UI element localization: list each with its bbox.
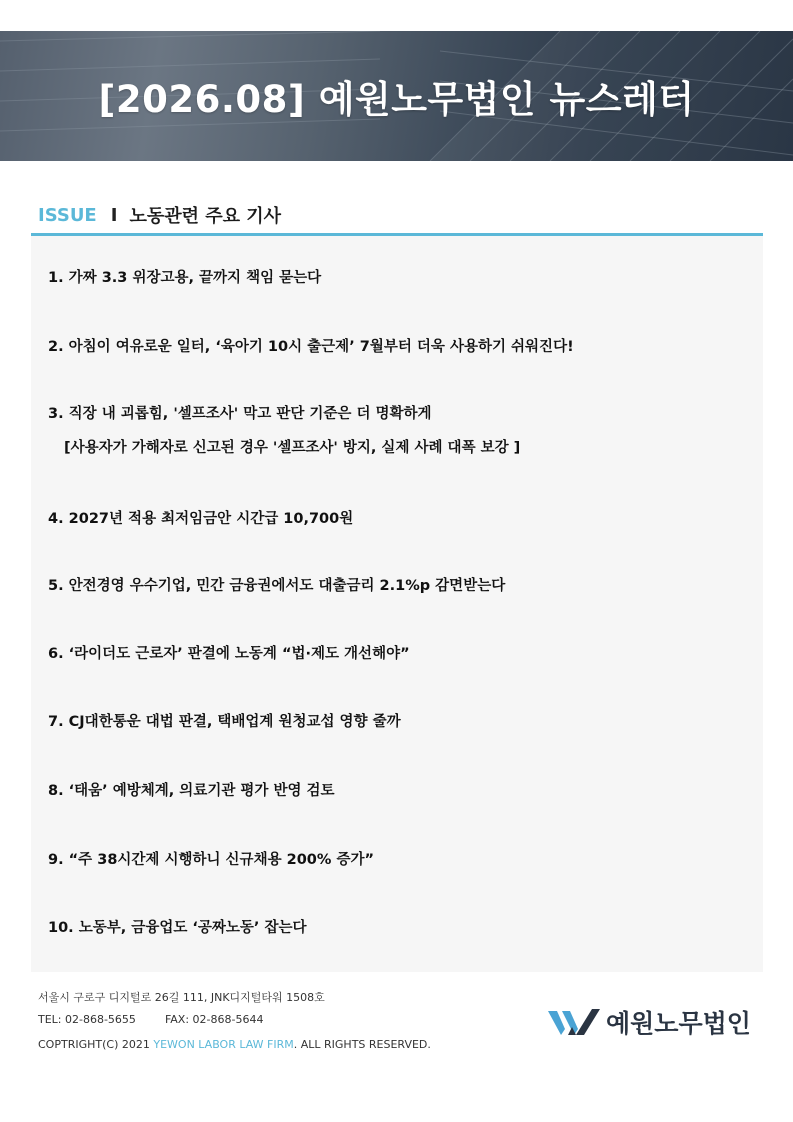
article-item-3-subtitle: [사용자가 가해자로 신고된 경우 '셀프조사' 방지, 실제 사례 대폭 보강 ]	[64, 440, 521, 456]
logo-company-name: 예원노무법인	[606, 1009, 751, 1038]
article-item-4[interactable]: 4. 2027년 적용 최저임금안 시간급 10,700원	[48, 511, 354, 527]
section-header	[38, 202, 281, 228]
section-title: 노동관련 주요 기사	[129, 206, 282, 227]
article-item-3[interactable]: 3. 직장 내 괴롭힘, '셀프조사' 막고 판단 기준은 더 명확하게 [사용자가 가해자로 신고된 경우 '셀프조사' 방지, 실제 사례 대폭 보강 ]	[48, 406, 521, 456]
article-item-8[interactable]: 8. ‘태움’ 예방체계, 의료기관 평가 반영 검토	[48, 783, 335, 799]
article-item-5[interactable]: 5. 안전경영 우수기업, 민간 금융권에서도 대출금리 2.1%p 감면받는다	[48, 578, 506, 594]
footer-copyright: COPTRIGHT(C) 2021 YEWON LABOR LAW FIRM. ALL RIGHTS RESERVED.	[38, 1038, 431, 1051]
footer-tel: TEL: 02-868-5655	[38, 1013, 136, 1026]
header-banner	[0, 31, 793, 161]
issue-tag: ISSUE	[38, 204, 97, 226]
article-item-10[interactable]: 10. 노동부, 금융업도 ‘공짜노동’ 잡는다	[48, 920, 307, 936]
article-item-9[interactable]: 9. “주 38시간제 시행하니 신규채용 200% 증가”	[48, 852, 375, 868]
footer-fax: FAX: 02-868-5644	[164, 1013, 264, 1026]
section-separator: I	[110, 204, 118, 226]
article-item-6[interactable]: 6. ‘라이더도 근로자’ 판결에 노동계 “법·제도 개선해야”	[48, 646, 410, 662]
company-logo[interactable]	[548, 1004, 751, 1040]
yw-logo-icon	[548, 1007, 600, 1037]
article-item-1[interactable]: 1. 가짜 3.3 위장고용, 끝까지 책임 묻는다	[48, 270, 322, 286]
footer-firm-name[interactable]: YEWON LABOR LAW FIRM	[153, 1038, 294, 1051]
footer-address: 서울시 구로구 디지털로 26길 111, JNK디지털타워 1508호	[38, 991, 325, 1004]
article-item-2[interactable]: 2. 아침이 여유로운 일터, ‘육아기 10시 출근제’ 7월부터 더욱 사용하기 쉬워진다!	[48, 339, 574, 355]
newsletter-title: [2026.08] 예원노무법인 뉴스레터	[98, 78, 695, 121]
footer-contact	[38, 1013, 263, 1026]
article-item-7[interactable]: 7. CJ대한통운 대법 판결, 택배업계 원청교섭 영향 줄까	[48, 714, 401, 730]
